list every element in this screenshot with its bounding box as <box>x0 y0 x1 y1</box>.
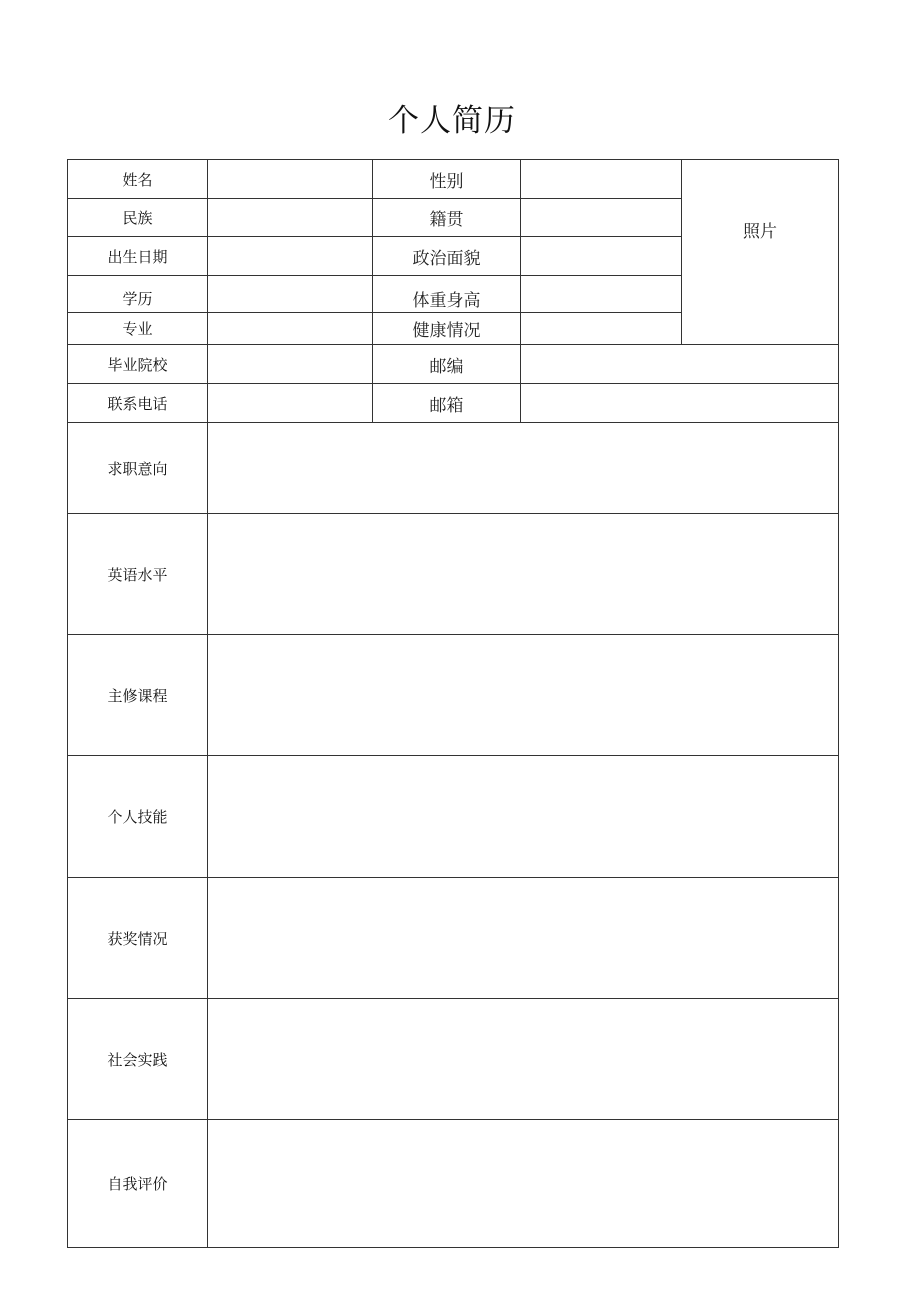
row-social-practice <box>68 999 839 1120</box>
job-intention-field[interactable] <box>208 423 839 514</box>
major-label: 专业 <box>68 313 208 345</box>
resume-table <box>67 159 839 1248</box>
photo-cell[interactable] <box>682 160 839 345</box>
birth-date-label: 出生日期 <box>68 237 208 276</box>
row-phone <box>68 384 839 423</box>
main-courses-label: 主修课程 <box>68 635 208 756</box>
row-skills <box>68 756 839 878</box>
row-english-level <box>68 514 839 635</box>
row-job-intention <box>68 423 839 514</box>
health-field[interactable] <box>521 313 682 345</box>
political-status-label: 政治面貌 <box>373 237 521 276</box>
postcode-field[interactable] <box>521 345 839 384</box>
job-intention-label: 求职意向 <box>68 423 208 514</box>
ethnicity-label: 民族 <box>68 199 208 237</box>
english-level-field[interactable] <box>208 514 839 635</box>
ethnicity-field[interactable] <box>208 199 373 237</box>
postcode-label: 邮编 <box>373 345 521 384</box>
email-label: 邮箱 <box>373 384 521 423</box>
weight-height-field[interactable] <box>521 276 682 313</box>
page-title: 个人简历 <box>388 103 516 139</box>
name-label: 姓名 <box>68 160 208 199</box>
row-name <box>68 160 839 199</box>
school-field[interactable] <box>208 345 373 384</box>
row-school <box>68 345 839 384</box>
native-place-field[interactable] <box>521 199 682 237</box>
phone-field[interactable] <box>208 384 373 423</box>
phone-label: 联系电话 <box>68 384 208 423</box>
education-label: 学历 <box>68 276 208 313</box>
education-field[interactable] <box>208 276 373 313</box>
email-field[interactable] <box>521 384 839 423</box>
row-self-evaluation <box>68 1120 839 1248</box>
major-field[interactable] <box>208 313 373 345</box>
awards-label: 获奖情况 <box>68 878 208 999</box>
photo-label: 照片 <box>743 221 777 242</box>
gender-field[interactable] <box>521 160 682 199</box>
main-courses-field[interactable] <box>208 635 839 756</box>
skills-label: 个人技能 <box>68 756 208 878</box>
health-label: 健康情况 <box>373 313 521 345</box>
weight-height-label: 体重身高 <box>373 276 521 313</box>
self-evaluation-label: 自我评价 <box>68 1120 208 1248</box>
row-main-courses <box>68 635 839 756</box>
social-practice-field[interactable] <box>208 999 839 1120</box>
social-practice-label: 社会实践 <box>68 999 208 1120</box>
english-level-label: 英语水平 <box>68 514 208 635</box>
native-place-label: 籍贯 <box>373 199 521 237</box>
skills-field[interactable] <box>208 756 839 878</box>
self-evaluation-field[interactable] <box>208 1120 839 1248</box>
birth-date-field[interactable] <box>208 237 373 276</box>
school-label: 毕业院校 <box>68 345 208 384</box>
awards-field[interactable] <box>208 878 839 999</box>
gender-label: 性别 <box>373 160 521 199</box>
row-awards <box>68 878 839 999</box>
name-field[interactable] <box>208 160 373 199</box>
political-status-field[interactable] <box>521 237 682 276</box>
